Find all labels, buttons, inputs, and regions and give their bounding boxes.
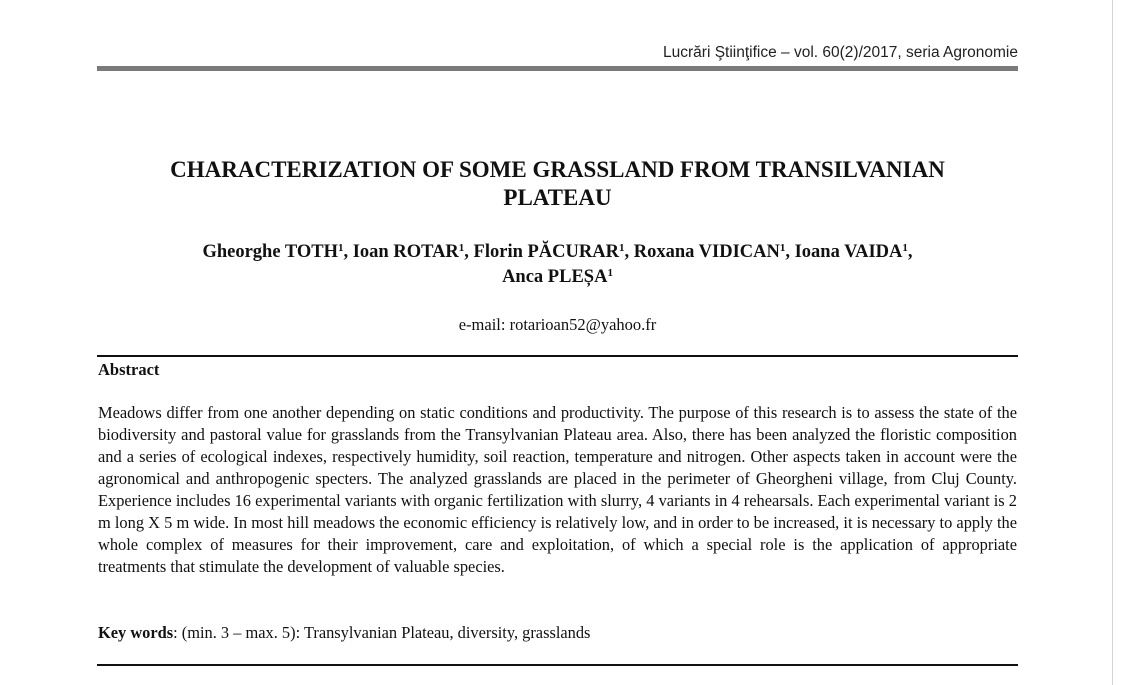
author-name: Ioana VAIDA: [794, 242, 903, 262]
contact-email: e-mail: rotarioan52@yahoo.fr: [458, 315, 657, 334]
title-line: PLATEAU: [503, 185, 612, 210]
title-line: CHARACTERIZATION OF SOME GRASSLAND FROM TRANSILVANIAN: [170, 157, 945, 182]
abstract-heading: Abstract: [98, 360, 160, 379]
author-affiliation: 1: [458, 242, 465, 254]
author-affiliation: 1: [607, 267, 613, 279]
author-affiliation: 1: [618, 242, 625, 254]
author-affiliation: 1: [337, 242, 344, 254]
author-line: [97, 265, 1018, 290]
author-name: Ioan ROTAR: [352, 242, 459, 262]
page-edge-divider: [1112, 0, 1113, 685]
journal-header: Lucrări Ştiinţifice – vol. 60(2)/2017, seria Agronomie: [663, 44, 1018, 61]
author-name: Gheorghe TOTH: [202, 242, 338, 262]
header-rule: [97, 66, 1018, 71]
keywords: [98, 623, 590, 643]
author-list: [97, 240, 1018, 290]
author-name: Roxana VIDICAN: [633, 242, 780, 262]
paper-title: [97, 156, 1018, 212]
abstract-top-rule: [97, 355, 1018, 357]
author-name: Florin PĂCURAR: [473, 242, 619, 262]
keywords-text: : (min. 3 – max. 5): Transylvanian Plateau, diversity, grasslands: [173, 623, 591, 642]
abstract-bottom-rule: [97, 664, 1018, 666]
author-affiliation: 1: [779, 242, 786, 254]
author-name: Anca PLEȘA: [502, 267, 608, 287]
author-line: Gheorghe TOTH$^1$, Ioan ROTAR$^1$, Florin PĂCURAR$^1$, Roxana VIDICAN$^1$, Ioana VAIDA$^1$,: [202, 242, 913, 262]
abstract-text: Meadows differ from one another depending on static conditions and productivity. The purpose of this research is to assess the state of the biodiversity and pastoral value for grasslands from the Transylvanian Plateau area. Also, there has been analyzed the floristic composition and a series of ecological indexes, respectively humidity, soil reaction, temperature and nitrogen. Other aspects taken in account were the agronomical and anthropogenic specters. The analyzed grasslands are placed in the perimeter of Gheorgheni village, from Cluj County. Experience includes 16 experimental variants with organic fertilization with slurry, 4 variants in 4 rehearsals. Each experimental variant is 2 m long X 5 m wide. In most hill meadows the economic efficiency is relatively low, and in order to be increased, it is necessary to apply the whole complex of measures for their improvement, care and exploitation, of which a special role is the application of appropriate treatments that stimulate the development of valuable species.: [98, 403, 1017, 576]
keywords-label: Key words: [98, 623, 174, 642]
author-affiliation: 1: [902, 242, 908, 254]
